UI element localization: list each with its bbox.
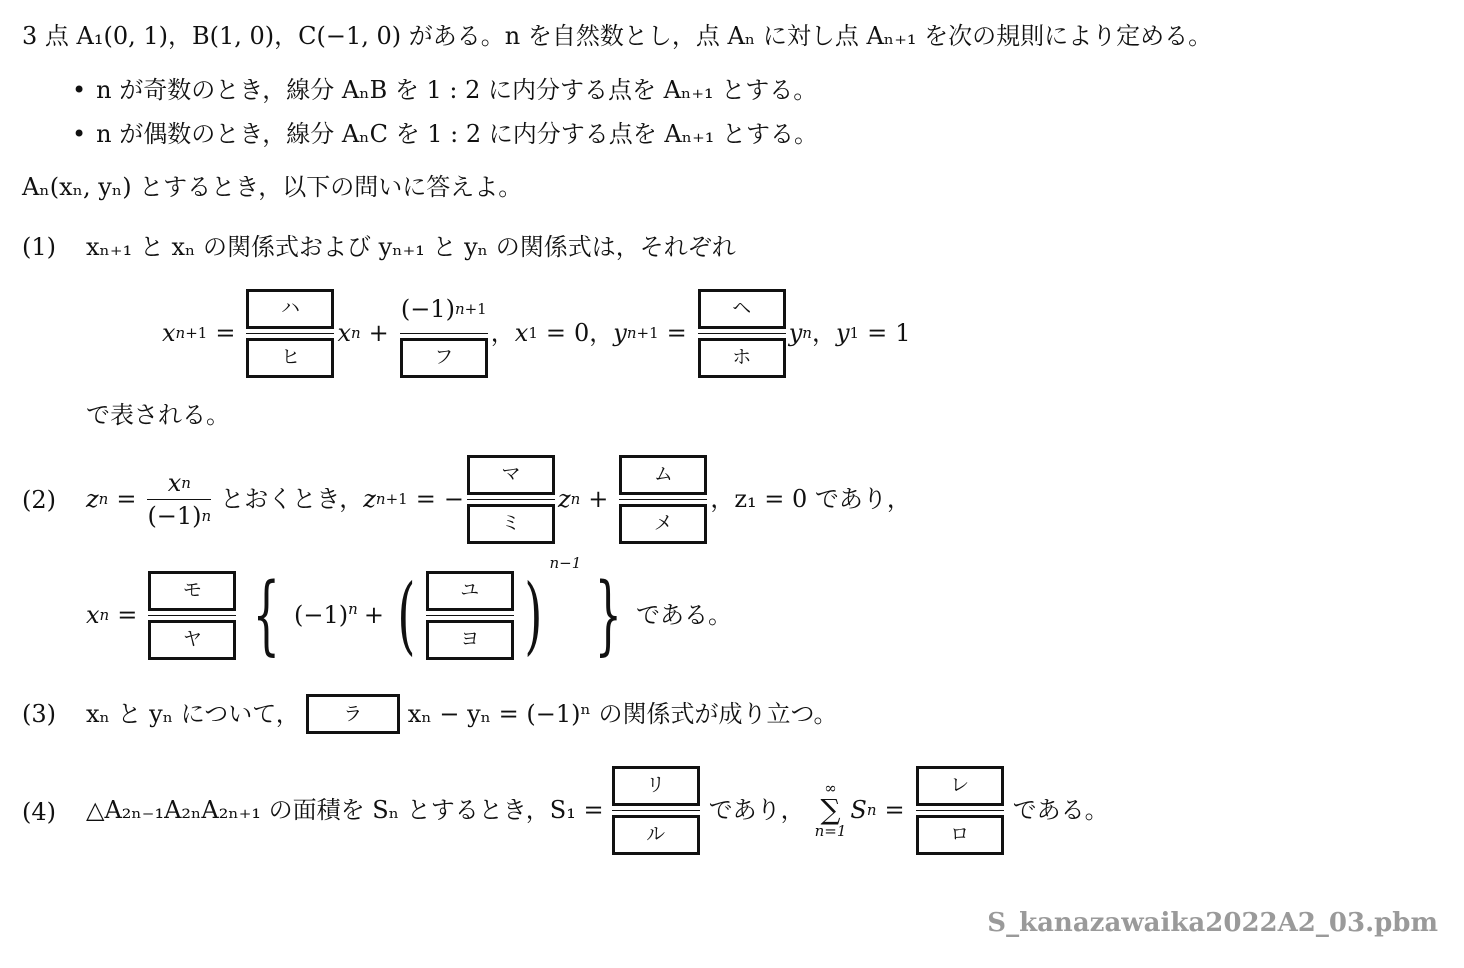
q2-label: (2) [22, 486, 56, 514]
right-paren-icon: ) [524, 566, 543, 664]
q3-text-2: xₙ − yₙ = (−1)ⁿ の関係式が成り立つ。 [407, 700, 838, 728]
q2-zn-frac: x n (−1) n [147, 468, 212, 530]
exponent-n-minus-1: n−1 [549, 554, 582, 572]
q4-text-1: △A₂ₙ₋₁A₂ₙA₂ₙ₊₁ の面積を Sₙ とするとき，S₁ = [86, 796, 604, 824]
file-name-label: S_kanazawaika2022A2_03.pbm [987, 908, 1438, 938]
q1-label: (1) [22, 233, 56, 261]
q2-formula-1: z n = x n (−1) n とおくとき， z n +1 = − $\frac{\text{マ}}{\text{ミ}}$ z n + $\frac{\text{ム}}{\text{メ}}$ ，z₁ = 0 であり， [86, 446, 911, 552]
q2-text-1: とおくとき， [220, 485, 364, 513]
q1-frac-1 [246, 289, 334, 378]
q4-frac-2 [916, 766, 1004, 855]
sum-operator: ∞ ∑ n=1 [814, 779, 847, 840]
q2-text-2: ，z₁ = 0 であり， [710, 485, 911, 513]
bullet-icon: • [72, 76, 87, 104]
q2-frac-3 [148, 571, 236, 660]
answer-box-re[interactable]: レ [916, 766, 1004, 806]
intro-line-1: 3 点 A₁(0, 1)，B(1, 0)，C(−1, 0) がある。n を自然数とし，点 Aₙ に対し点 Aₙ₊₁ を次の規則により定める。 [22, 22, 1213, 50]
q1-text: xₙ₊₁ と xₙ の関係式および yₙ₊₁ と yₙ の関係式は，それぞれ [86, 233, 736, 261]
answer-box-ya[interactable]: ヤ [148, 620, 236, 660]
q1-formula: x n +1 = $\frac{\text{ハ}}{\text{ヒ}}$ x n + (−1) n +1 フ ， x 1 = 0， y n +1 = $\frac{\text{ヘ}}{\text{ホ}}$ y n ， y 1 = 1 [162, 280, 910, 386]
q2-frac-1 [467, 455, 555, 544]
q4-formula: △A₂ₙ₋₁A₂ₙA₂ₙ₊₁ の面積を Sₙ とするとき，S₁ = $\frac{\text{リ}}{\text{ル}}$ であり， ∞ ∑ n=1 S n = $\frac{\text{レ}}{\text{ロ}}$ である。 [86, 756, 1109, 864]
q2-frac-4 [426, 571, 514, 660]
answer-box-mu[interactable]: ム [619, 455, 707, 495]
rule-odd [72, 78, 817, 102]
answer-box-ri[interactable]: リ [612, 766, 700, 806]
answer-box-ru[interactable]: ル [612, 815, 700, 855]
answer-box-fu[interactable]: フ [400, 338, 488, 378]
answer-box-ho[interactable]: ホ [698, 338, 786, 378]
answer-box-ha[interactable]: ハ [246, 289, 334, 329]
right-brace-icon: } [594, 565, 623, 665]
q3-label: (3) [22, 700, 56, 728]
q2-text-3: である。 [636, 601, 732, 629]
answer-box-ra[interactable]: ラ [306, 694, 400, 734]
q4-frac-1 [612, 766, 700, 855]
q3-formula [86, 690, 838, 738]
rule-even [72, 122, 818, 146]
q1-frac-3 [698, 289, 786, 378]
answer-box-me[interactable]: メ [619, 504, 707, 544]
answer-box-mo[interactable]: モ [148, 571, 236, 611]
intro-line-2: Aₙ(xₙ, yₙ) とするとき，以下の問いに答えよ。 [22, 173, 523, 201]
rule-even-text: n が偶数のとき，線分 AₙC を 1 : 2 に内分する点を Aₙ₊₁ とする。 [96, 120, 819, 148]
rule-odd-text: n が奇数のとき，線分 AₙB を 1 : 2 に内分する点を Aₙ₊₁ とする。 [96, 76, 818, 104]
answer-box-yu[interactable]: ユ [426, 571, 514, 611]
left-paren-icon: ( [397, 566, 416, 664]
bullet-icon: • [72, 120, 87, 148]
left-brace-icon: { [253, 565, 281, 665]
answer-box-ma[interactable]: マ [467, 455, 555, 495]
answer-box-mi[interactable]: ミ [467, 504, 555, 544]
answer-box-hi[interactable]: ヒ [246, 338, 334, 378]
answer-box-yo[interactable]: ヨ [426, 620, 514, 660]
q4-text-3: である。 [1012, 796, 1109, 824]
answer-box-he[interactable]: ヘ [698, 289, 786, 329]
answer-box-ro[interactable]: ロ [916, 815, 1004, 855]
q2-formula-2: x n = $\frac{\text{モ}}{\text{ヤ}}$ { $(-1)^n$ + ( $\frac{\text{ユ}}{\text{ヨ}}$ ) n−1 } である。 [86, 554, 732, 665]
q4-text-2: であり， [708, 796, 805, 824]
q4-label: (4) [22, 798, 56, 826]
q1-after: で表される。 [86, 401, 230, 429]
q2-frac-2 [619, 455, 707, 544]
q3-text-1: xₙ と yₙ について， [86, 700, 300, 728]
q1-frac-2: (−1) n +1 フ [400, 289, 488, 378]
